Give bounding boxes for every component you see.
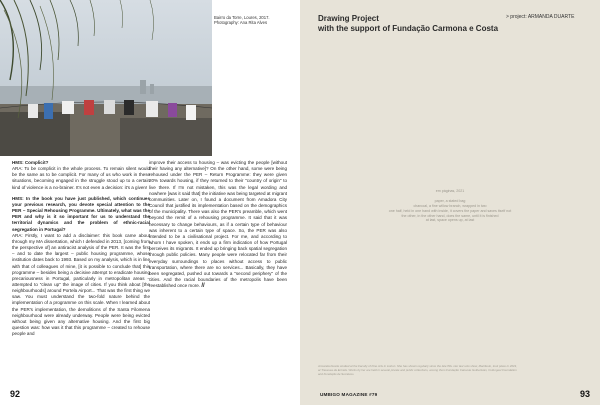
caption-credit: Photography: Ana Rita Alves [214,20,268,26]
interview-answer: ARA: Firstly, I want to add a disclaimer: this book came about through my MA dissertation, which I defended in 2013, [coming from the perspective of] an antiracist analysis of the PER. It was the first – and to date the largest – public housing programme, whose institution dates back to 1993. Based on my analysis, which is in line with that of colleagues of mine, [it is possible to conclude that] this programme – besides being a decisive attempt to eradicate housing precariousness in Portugal, particularly in metropolitan areas – attempted to "clean up" the image of cities. If you think about [the neighbourhoods] around Portela Airport... That was the first thing we saw. You must understand the two-fold nature behind the implementation of a programme on this scale. When I learned about the PER's implementation, the demolitions of the Santa Filomena neighbourhood were already underway. People were being evicted without being given any alternative housing. And the first big question was: how was it that this programme – created to rehouse people and [12,232,150,337]
poem-line: one half, held in one hand with inside, it covers the paper and saves itself not [388,208,512,213]
artwork-poem [350,189,550,223]
interview-answer-continued [149,160,287,289]
magazine-name: UMBIGO MAGAZINE #79 [320,392,378,397]
poem-line: charcoal, a fine willow branch, wrapped in two [413,203,487,208]
answer-text: improve their access to housing – was evicting the people [without their having any alternative]? On the other hand, some were being rehoused under the PER – Return Programme: they were given 20% towards housing, if they returned to their "country of origin" to live there. If I'm not mistaken, this was the legal wording and nowhere [was it said that] the initiative was being targeted at migrant communities. Later on, I found a document from Amadora City Council that justified its implementation based on the demographics of the municipality. There was also the PER's preamble, which went beyond the remit of a rehousing programme. It said that it was necessary to change behaviours, as if a certain type of behaviour was inherent to a certain type of space. So, the PER was also intended to be a civilisational project. For me, and according to whom I have spoken, it ends up a firm indication of how Portugal perceives its migrants. It ended up bringing back spatial segregation through public policies. Many people were relocated far from their everyday surroundings to places without access to public transportation, where there are no services... Basically, they have been segregated, pushed out towards a "second periphery" of the cities. And the racial boundaries of the metropolis have been reestablished once more. [149,160,287,289]
project-label: > project: ARMANDA DUARTE [506,14,575,20]
title-line-1: Drawing Project [318,14,379,23]
interview-answer: ARA: To be complicit in the whole process. To remain silent would be the same as to be complicit. For many of us who work in these situations, becoming engaged in the struggle stood up to a certain kind of violence is a no-brainer. It's not even a decision: it's a given! [12,166,150,190]
caption-location: Bairro da Torre, Loures, 2017. [214,15,270,20]
poem-line: at last, space opens up, at last [425,218,475,223]
artist-bio: Armanda Duarte studied at the Faculty of Fine Arts in Lisbon. She has shown regularly since the late 80s. Her last solo show, Manifesto, took place in 2019, at Travessa da Ermida. Works by her are held in several private and public collections, among them Fundação Calouste Gulbenkian, Culturgest Foundation and Fundação de Serralves. [318,364,517,376]
photo-illustration [0,0,212,156]
poem-line: paper, a stated bag [434,198,466,203]
drawing-project-title [318,14,528,34]
title-line-2: with the support of Fundação Carmona e Costa [318,24,499,33]
text-column-2 [149,160,287,289]
poem-title: em páginas, 2021 [435,189,465,193]
photo-caption [214,15,294,26]
poem-line: the other, in the other hand, does the same, until it is finished [401,213,499,218]
page-number-right: 93 [579,389,590,399]
interview-question: HMS: Complicit? [12,160,49,165]
neighbourhood-photo [0,0,212,156]
end-of-article-mark: // [201,283,205,290]
text-column-1 [12,160,150,337]
right-page [300,0,600,405]
page-number-left: 92 [10,389,21,399]
interview-question: HMS: In the book you have just published, which continues your previous research, you devote special attention to the PER – Special Rehousing Programme. Ultimately, what was the PER and why is it so important for us to understand the territorial dynamics and the problem of ethnic-racial segregation in Portugal? [12,195,150,232]
